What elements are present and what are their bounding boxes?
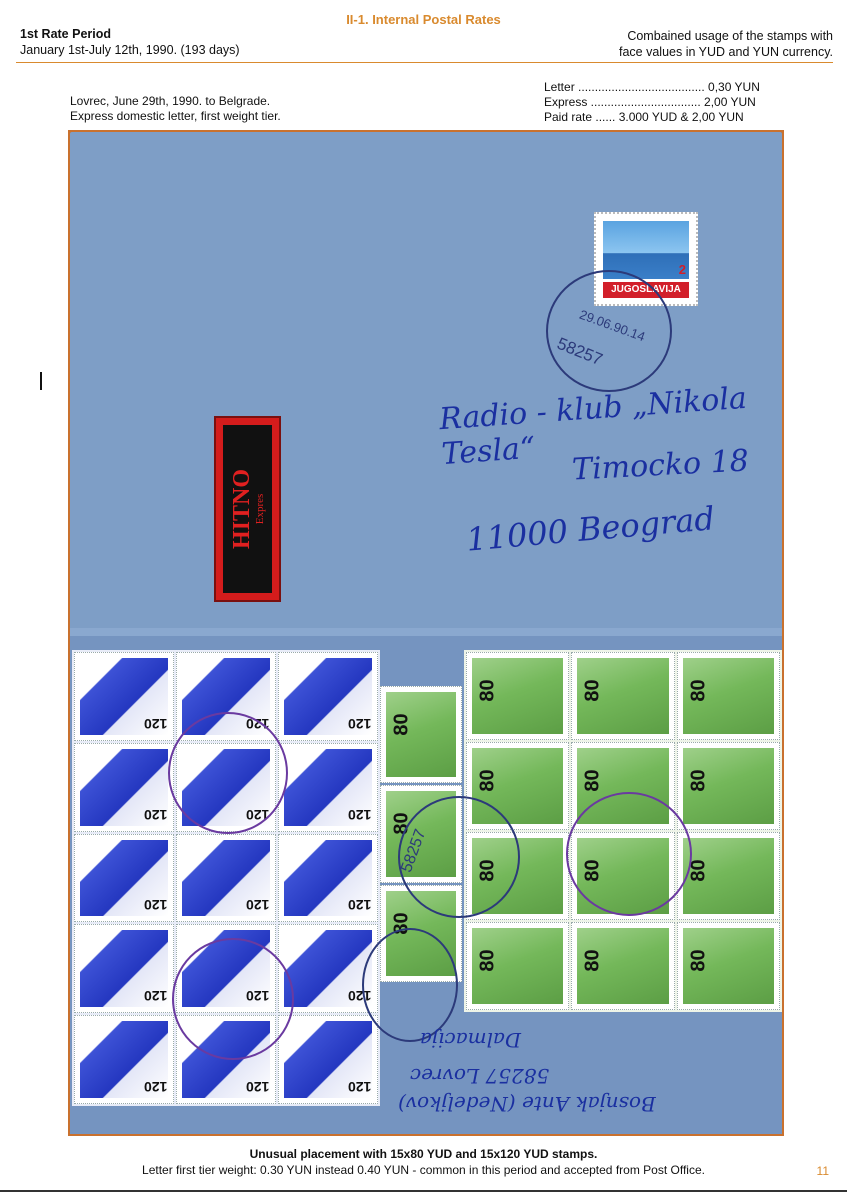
blue-stamp-value: 120 — [245, 988, 269, 1005]
rate-row-paid: Paid rate ...... 3.000 YUD & 2,00 YUN — [544, 110, 744, 124]
currency-note-line2: face values in YUD and YUN currency. — [619, 45, 833, 59]
description-line2: Express domestic letter, first weight tier. — [70, 109, 281, 123]
postmark-top-date: 29.06.90.14 — [577, 306, 648, 345]
express-label-subtitle: Expres — [253, 493, 266, 525]
blue-stamp-value: 120 — [245, 897, 269, 914]
rates-table — [544, 80, 788, 125]
blue-stamp-value: 120 — [347, 715, 371, 732]
sender-line1: Bosnjak Ante (Nedeljkov) — [398, 1092, 656, 1116]
address-line3: 11000 Beograd — [464, 499, 717, 559]
green-stamp — [677, 922, 780, 1010]
blue-stamp-value: 120 — [245, 806, 269, 823]
blue-stamp — [74, 834, 174, 923]
blue-stamp-value: 120 — [143, 897, 167, 914]
footer-line1: Unusual placement with 15x80 YUD and 15x120 YUD stamps. — [249, 1147, 598, 1161]
blue-stamp — [74, 743, 174, 832]
green-stamp-value: 80 — [687, 859, 710, 882]
blue-stamp-value: 120 — [347, 806, 371, 823]
margin-mark — [40, 372, 42, 390]
description-line1: Lovrec, June 29th, 1990. to Belgrade. — [70, 94, 271, 108]
green-stamp-value: 80 — [581, 859, 604, 882]
sender-line2: 58257 Lovrec — [410, 1064, 550, 1088]
currency-note — [619, 28, 833, 60]
green-stamp — [466, 652, 569, 740]
rate-period-dates: January 1st-July 12th, 1990. (193 days) — [20, 43, 240, 57]
green-stamp — [380, 686, 462, 783]
blue-stamp — [278, 743, 378, 832]
envelope-front — [70, 132, 782, 637]
ship-stamp-value: 2 — [678, 262, 686, 277]
express-label-title: HITNO — [228, 468, 255, 550]
green-stamp-value: 80 — [390, 713, 413, 736]
postmark-violet-1 — [168, 712, 288, 834]
green-stamp-value: 80 — [476, 859, 499, 882]
postmark-violet-3 — [566, 792, 692, 916]
section-title: II-1. Internal Postal Rates — [346, 12, 501, 27]
blue-stamp-value: 120 — [143, 1079, 167, 1095]
blue-stamp — [74, 1015, 174, 1104]
ship-stamp-country: JUGOSLAVIJA — [603, 282, 689, 298]
blue-stamp-value: 120 — [143, 806, 167, 823]
green-stamp-value: 80 — [687, 949, 710, 972]
rate-period-title: 1st Rate Period — [20, 27, 112, 41]
postmark-dark-2 — [362, 928, 458, 1042]
blue-stamp — [278, 834, 378, 923]
green-stamp-value: 80 — [687, 679, 710, 702]
green-stamp-value: 80 — [476, 769, 499, 792]
blue-stamp — [278, 1015, 378, 1104]
green-stamp-value: 80 — [687, 769, 710, 792]
footer-line2: Letter first tier weight: 0.30 YUN instead 0.40 YUN - common in this period and accepted from Post Office. — [142, 1163, 705, 1177]
cover-description — [70, 94, 281, 124]
postmark-violet-2 — [172, 938, 294, 1060]
green-stamp-value: 80 — [476, 679, 499, 702]
header-divider — [16, 62, 833, 63]
blue-stamp — [74, 652, 174, 741]
blue-stamp — [74, 924, 174, 1013]
blue-stamp-value: 120 — [245, 715, 269, 732]
express-label — [214, 416, 281, 602]
green-stamp-value: 80 — [581, 769, 604, 792]
address-line2: Timocko 18 — [571, 443, 750, 488]
green-stamp — [677, 742, 780, 830]
currency-note-line1: Combained usage of the stamps with — [627, 29, 833, 43]
bottom-divider — [0, 1190, 847, 1192]
rate-period — [20, 26, 240, 58]
page-number: 11 — [816, 1164, 829, 1178]
green-stamp-value: 80 — [581, 679, 604, 702]
blue-stamp-value: 120 — [143, 988, 167, 1005]
green-stamp-value: 80 — [390, 912, 413, 935]
blue-stamp-value: 120 — [347, 1079, 371, 1095]
green-stamp-value: 80 — [390, 812, 413, 835]
green-stamp — [571, 652, 674, 740]
envelope-fold — [70, 628, 782, 636]
blue-stamp-value: 120 — [245, 1079, 269, 1095]
green-stamp-value: 80 — [476, 949, 499, 972]
address-line1: Radio - klub „Nikola Tesla“ — [438, 380, 748, 473]
blue-stamp — [176, 834, 276, 923]
postmark-dark-code: 58257 — [398, 827, 430, 875]
sender-line3: Dalmacija — [420, 1028, 521, 1052]
blue-stamp — [278, 652, 378, 741]
green-stamp — [677, 652, 780, 740]
green-stamp — [571, 922, 674, 1010]
blue-stamp-value: 120 — [143, 715, 167, 732]
blue-stamp-value: 120 — [347, 897, 371, 914]
rate-row-letter: Letter ...................................... 0,30 YUN — [544, 80, 760, 94]
blue-stamp-value: 120 — [347, 988, 371, 1005]
footer-caption — [0, 1146, 847, 1178]
green-stamp — [466, 922, 569, 1010]
rate-row-express: Express ................................. 2,00 YUN — [544, 95, 756, 109]
postmark-top-code: 58257 — [554, 333, 606, 370]
green-stamp-value: 80 — [581, 949, 604, 972]
green-stamp — [677, 832, 780, 920]
